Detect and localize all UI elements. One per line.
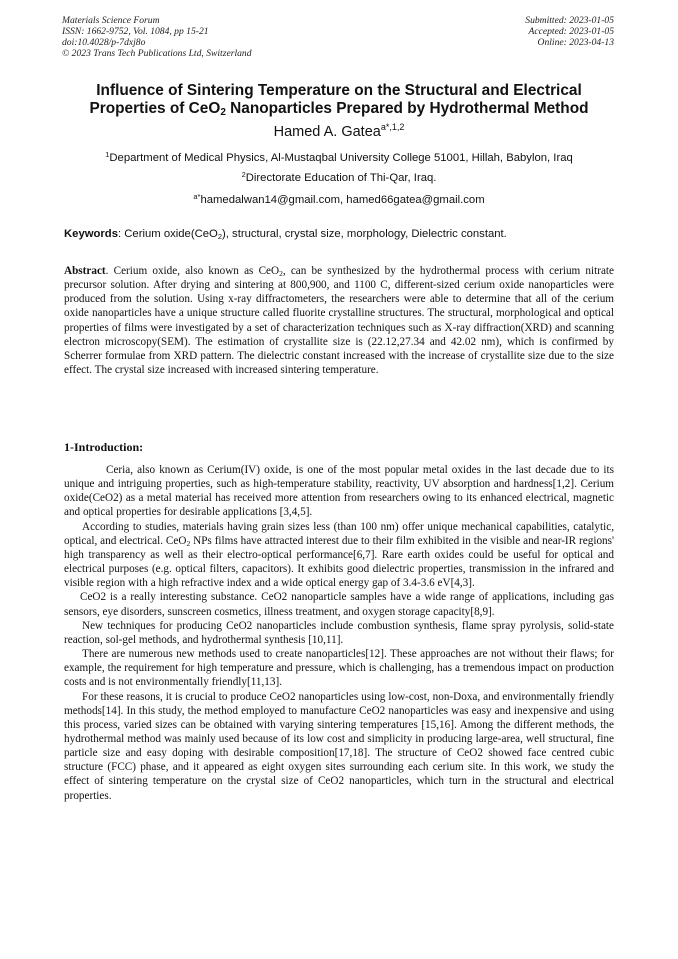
affiliation-2-text: Directorate Education of Thi-Qar, Iraq. <box>245 172 437 184</box>
keywords-label: Keywords <box>64 228 118 240</box>
intro-paragraph-2-subscript: 2 <box>186 538 191 548</box>
intro-paragraph-6: For these reasons, it is crucial to produce CeO2 nanoparticles using low-cost, non-Doxa, and environmentally friendly methods[14]. In this study, the method employed to manufacture CeO2 nanoparticles was easy and inexpensive and using this process, varied sizes can be obtained with varying sintering temperatures [15,16]. Among the different methods, the hydrothermal method was mainly used because of its low cost and simplicity in producing large-area, well structural, fine particle size and easy doping with desirable composition[17,18]. The structure of CeO2 showed face centred cubic structure (FCC) phase, and it appeared as eight oxygen sites surrounding each cerium site. In this work, we study the effect of sintering temperature on the crystal size of CeO2 nanoparticles, which turn in the structural and electrical properties. <box>64 690 614 802</box>
title-subscript: 2 <box>220 107 226 118</box>
abstract-paragraph <box>64 264 614 377</box>
journal-name: Materials Science Forum <box>62 15 160 26</box>
intro-paragraph-3: CeO2 is a really interesting substance. CeO2 nanoparticle samples have a wide range of applications, including gas sensors, eye disorders, sunscreen cosmetics, illness treatment, and oxygen storage capacity[8,9]. <box>64 591 614 618</box>
intro-paragraph-5: There are numerous new methods used to create nanoparticles[12]. These approaches are not without their flaws; for example, the requirement for high temperature and pressure, which is challenging, has a tremendous impact on production costs and is not environmentally friendly[11,13]. <box>64 648 614 689</box>
affiliation-1-mark: 1 <box>105 150 110 159</box>
intro-paragraph-2-text: According to studies, materials having grain sizes less (than 100 nm) offer unique mechanical capabilities, catalytic, optical, and electrical. CeO <box>64 520 614 547</box>
keywords <box>64 228 624 240</box>
issn: ISSN: 1662-9752, Vol. 1084, pp 15-21 <box>62 26 209 37</box>
title-line-2-text: Properties of CeO <box>89 100 221 117</box>
submitted-date: Submitted: 2023-01-05 <box>525 15 614 26</box>
keywords-subscript: 2 <box>217 232 222 241</box>
keywords-text: : Cerium oxide(CeO <box>118 228 218 240</box>
title-line-2-rest: Nanoparticles Prepared by Hydrothermal Method <box>225 100 589 117</box>
affiliation-1-text: Department of Medical Physics, Al-Mustaqbal University College 51001, Hillah, Babylon, Iraq <box>109 152 573 164</box>
journal-info <box>62 15 252 59</box>
copyright: © 2023 Trans Tech Publications Ltd, Switzerland <box>62 48 252 59</box>
email-text[interactable]: hamedalwan14@gmail.com, hamed66gatea@gmail.com <box>200 194 485 206</box>
author-emails <box>0 194 678 206</box>
online-date: Online: 2023-04-13 <box>537 37 614 48</box>
abstract-subscript: 2 <box>279 269 283 278</box>
intro-paragraph-2-rest: NPs films have attracted interest due to their film exhibited in the visible and near-IR regions' high transparency as well as their electro-optical performance[6,7]. Rare earth oxides could be useful for optical and electrical purposes (e.g. optical filters, capacitors). It exhibits good dielectric properties, transmission in the infrared and visible region with a high refractive index and a wide optical energy gap of 3.4-3.6 eV[4,3]. <box>64 534 614 590</box>
publication-dates <box>525 15 614 48</box>
title-line-1: Influence of Sintering Temperature on the Structural and Electrical <box>96 82 582 99</box>
affiliation-2-mark: 2 <box>241 170 246 179</box>
author-name: Hamed A. Gatea <box>273 124 381 140</box>
intro-paragraph-2 <box>64 520 614 591</box>
affiliation-2 <box>0 172 678 184</box>
abstract-label: Abstract <box>64 265 106 277</box>
abstract-text-rest: , can be synthesized by the hydrothermal process with cerium nitrate precursor solution. After drying and sintering at 800,900, and 1100 C, different-sized cerium oxide nanoparticles were produced from the solution. Using x-ray diffractometers, the researchers were able to determine that all of the cerium oxide nanoparticles have a unique structure called fluorite crystalline structures. The structural, morphological and optical properties of films were investigated by a set of characterization techniques such as X-ray diffraction(XRD) and scanning electron microscopy(SEM). The estimation of crystallite size is (22.12,27.34 and 42.02 nm), which is confirmed by Scherrer formulae from XRD pattern. The dielectric constant increased with the increase of crystallite size due to the size effect. The crystal size increased with increased sintering temperature. <box>64 265 615 377</box>
author-marks: a*,1,2 <box>380 122 405 132</box>
section-heading-introduction: 1-Introduction: <box>64 440 144 454</box>
keywords-text-rest: ), structural, crystal size, morphology, Dielectric constant. <box>222 228 507 240</box>
title-line-2 <box>60 100 618 118</box>
doi: doi:10.4028/p-7dxj8o <box>62 37 146 48</box>
affiliation-1 <box>0 152 678 164</box>
paper-title <box>60 82 618 118</box>
accepted-date: Accepted: 2023-01-05 <box>528 26 614 37</box>
abstract <box>64 264 614 377</box>
introduction-body <box>64 463 614 803</box>
intro-paragraph-4: New techniques for producing CeO2 nanoparticles include combustion synthesis, flame spray pyrolysis, solid-state reaction, sol-gel methods, and hydrothermal synthesis [10,11]. <box>64 619 614 646</box>
author <box>0 124 678 140</box>
email-mark: a* <box>193 192 201 201</box>
intro-paragraph-1: Ceria, also known as Cerium(IV) oxide, is one of the most popular metal oxides in the last decade due to its unique and intriguing properties, such as high-temperature stability, reactivity, UV absorption and hardness[1,2]. Cerium oxide(CeO2) as a metal material has received more attention from researchers owing to its enhanced electrical, magnetic and optical properties for desirable applications [3,4,5]. <box>64 464 614 519</box>
abstract-text: . Cerium oxide, also known as CeO <box>105 265 280 277</box>
